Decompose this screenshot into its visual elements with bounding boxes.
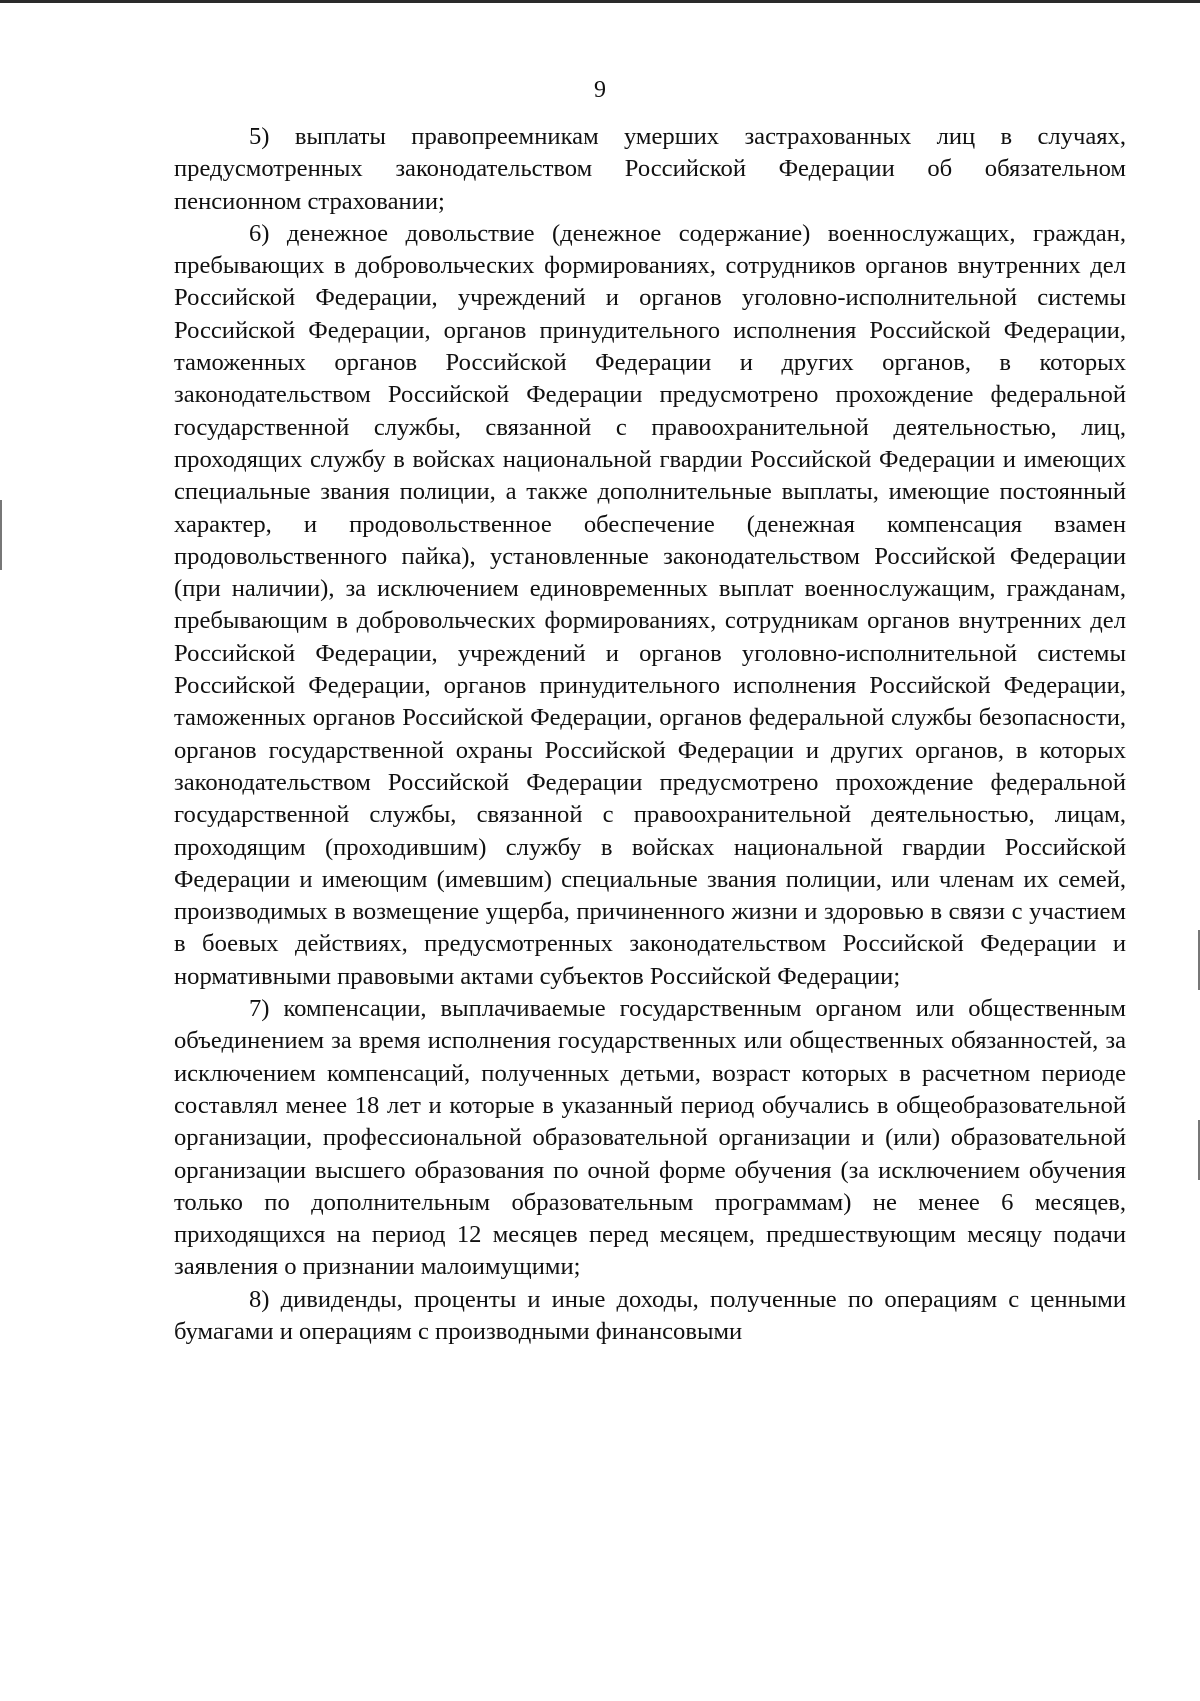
paragraph-item-7: 7) компенсации, выплачиваемые государственным органом или общественным объединением за время исполнения государственных или общественных обязанностей, за исключением компенсаций, полученных детьми, возраст которых в расчетном периоде составлял менее 18 лет и которые в указанный период обучались в общеобразовательной организации, профессиональной образовательной организации и (или) образовательной организации высшего образования по очной форме обучения (за исключением обучения только по дополнительным образовательным программам) не менее 6 месяцев, приходящихся на период 12 месяцев перед месяцем, предшествующим месяцу подачи заявления о признании малоимущими; [174,995,1126,1281]
page-number: 9 [594,77,606,103]
paragraph-item-5: 5) выплаты правопреемникам умерших застрахованных лиц в случаях, предусмотренных законодательством Российской Федерации об обязательном пенсионном страховании; [174,123,1126,215]
document-body [174,121,1126,1348]
scan-border-top [0,0,1200,3]
paragraph-item-8: 8) дивиденды, проценты и иные доходы, полученные по операциям с ценными бумагами и операциям с производными финансовыми [174,1285,1126,1345]
scan-border-left [0,500,2,570]
paragraph-item-6: 6) денежное довольствие (денежное содержание) военнослужащих, граждан, пребывающих в добровольческих формированиях, сотрудников органов внутренних дел Российской Федерации, учреждений и органов уголовно-исполнительной системы Российской Федерации, органов принудительного исполнения Российской Федерации, таможенных органов Российской Федерации и других органов, в которых законодательством Российской Федерации предусмотрено прохождение федеральной государственной службы, связанной с правоохранительной деятельностью, лиц, проходящих службу в войсках национальной гвардии Российской Федерации и имеющих специальные звания полиции, а также дополнительные выплаты, имеющие постоянный характер, и продовольственное обеспечение (денежная компенсация взамен продовольственного пайка), установленные законодательством Российской Федерации (при наличии), за исключением единовременных выплат военнослужащим, гражданам, пребывающим в добровольческих формированиях, сотрудникам органов внутренних дел Российской Федерации, учреждений и органов уголовно-исполнительной системы Российской Федерации, органов принудительного исполнения Российской Федерации, таможенных органов Российской Федерации, органов федеральной службы безопасности, органов государственной охраны Российской Федерации и других органов, в которых законодательством Российской Федерации предусмотрено прохождение федеральной государственной службы, связанной с правоохранительной деятельностью, лицам, проходящим (проходившим) службу в войсках национальной гвардии Российской Федерации и имеющим (имевшим) специальные звания полиции, или членам их семей, производимых в возмещение ущерба, причиненного жизни и здоровью в связи с участием в боевых действиях, предусмотренных законодательством Российской Федерации и нормативными правовыми актами субъектов Российской Федерации; [174,219,1126,990]
